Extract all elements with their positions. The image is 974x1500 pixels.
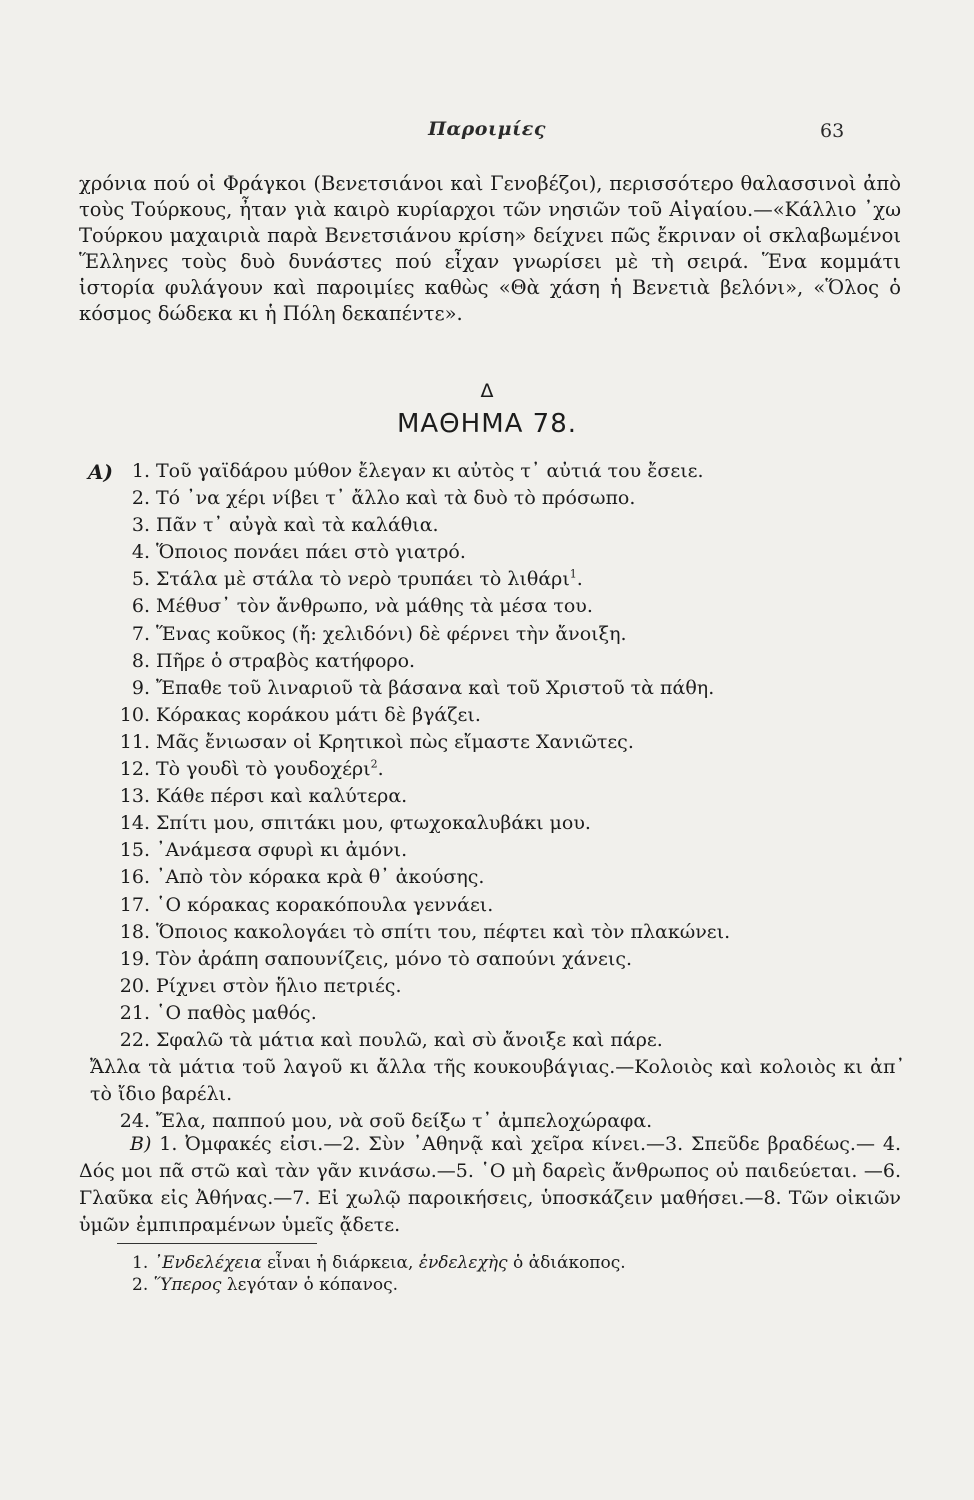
footnote-text: λεγόταν ὁ κόπανος.: [221, 1275, 399, 1295]
footnote-item: [132, 1252, 626, 1274]
proverb-item: [90, 512, 905, 539]
running-title: Παροιμίες: [428, 118, 546, 140]
proverb-text: Σφαλῶ τὰ μάτια καὶ πουλῶ, καὶ σὺ ἄνοιξε καὶ πάρε.: [156, 1028, 663, 1051]
footnotes: [132, 1252, 626, 1296]
proverb-item: [90, 458, 905, 485]
proverb-text: Ἔπαθε τοῦ λιναριοῦ τὰ βάσανα καὶ τοῦ Χριστοῦ τὰ πάθη.: [156, 676, 715, 699]
footnote-term-2: ἐνδελεχὴς: [418, 1253, 508, 1273]
proverb-number: [24, 1054, 84, 1081]
part-b-marker: Β): [130, 1133, 152, 1155]
proverb-item: [90, 702, 905, 729]
proverb-item: [90, 946, 905, 973]
footnote-reference: 2: [370, 757, 378, 771]
proverb-number: 9.: [131, 676, 150, 699]
proverb-item: [90, 783, 905, 810]
proverb-number: 12.: [119, 758, 150, 781]
proverb-text: Ρίχνει στὸν ἥλιο πετριές.: [156, 974, 402, 997]
proverb-number: 2.: [131, 487, 150, 510]
proverb-text: Τὸ γουδὶ τὸ γουδοχέρι: [156, 758, 371, 781]
proverb-item: [90, 1027, 905, 1054]
proverb-item: [90, 919, 905, 946]
proverb-number: 11.: [119, 730, 150, 753]
proverb-text: Ἔλα, παππού μου, νὰ σοῦ δείξω τ᾽ ἀμπελοχώραφα.: [156, 1110, 653, 1133]
footnote-text: εἶναι ἡ διάρκεια,: [261, 1253, 419, 1273]
proverb-tail: .: [576, 568, 583, 591]
footnote-reference: 1: [569, 568, 577, 582]
proverb-number: 15.: [119, 839, 150, 862]
footnote-number: 1.: [132, 1253, 149, 1273]
proverb-item: [90, 864, 905, 891]
proverb-text: ᾽Ανάμεσα σφυρὶ κι ἀμόνι.: [156, 839, 408, 862]
part-b-text: 1. Ὀμφακές εἰσι.—2. Σὺν ᾽Αθηνᾷ καὶ χεῖρα κίνει.—3. Σπεῦδε βραδέως.— 4. Δός μοι πᾶ στῶ καὶ τὰν γᾶν κινάσω.—5. ῾Ο μὴ δαρεὶς ἄνθρωπος οὐ παιδεύεται. —6. Γλαῦκα εἰς Ἀθήνας.—7. Εἰ χωλῷ παροικήσεις, ὑποσκάζειν μαθήσει.—8. Τῶν οἰκιῶν ὑμῶν ἐμπιπραμένων ὑμεῖς ᾄδετε.: [79, 1133, 901, 1236]
proverb-text: Μέθυσ᾽ τὸν ἄνθρωπο, νὰ μάθης τὰ μέσα του.: [156, 595, 593, 618]
proverb-number: 20.: [119, 974, 150, 997]
proverb-text: Ὅποιος πονάει πάει στὸ γιατρό.: [156, 541, 466, 564]
proverb-number: 4.: [131, 541, 150, 564]
proverb-item: [90, 593, 905, 620]
proverb-item: [90, 892, 905, 919]
proverb-number: 3.: [131, 514, 150, 537]
proverb-item: [90, 566, 905, 593]
proverb-text: Τό ᾽να χέρι νίβει τ᾽ ἄλλο καὶ τὰ δυὸ τὸ πρόσωπο.: [156, 487, 636, 510]
proverb-number: 17.: [119, 893, 150, 916]
proverb-text: ῾Ο παθὸς μαθός.: [156, 1001, 317, 1024]
footnote-item: [132, 1274, 626, 1296]
proverb-text: Ἄλλα τὰ μάτια τοῦ λαγοῦ κι ἄλλα τῆς κουκουβάγιας.—Κολοιὸς καὶ κολοιὸς κι ἀπ᾽ τὸ ἴδιο βαρέλι.: [90, 1056, 905, 1106]
proverb-item: [90, 648, 905, 675]
proverb-text: Τὸν ἀράπη σαπουνίζεις, μόνο τὸ σαπούνι χάνεις.: [156, 947, 633, 970]
proverb-number: 24.: [119, 1110, 150, 1133]
lesson-title: ΜΑΘΗΜΑ 78.: [396, 409, 578, 439]
proverb-number: 22.: [119, 1028, 150, 1051]
proverb-number: 10.: [119, 703, 150, 726]
intro-paragraph: χρόνια πού οἱ Φράγκοι (Βενετσιάνοι καὶ Γενοβέζοι), περισσότερο θαλασσινοὶ ἀπὸ τοὺς Τούρκους, ἦταν γιὰ καιρὸ κυρίαρχοι τῶν νησιῶν τοῦ Αἰγαίου.—«Κάλλιο ᾽χω Τούρκου μαχαιριὰ παρὰ Βενετσιάνου κρίση» δείχνει πῶς ἔκριναν οἱ σκλαβωμένοι Ἕλληνες τοὺς δυὸ δυνάστες πού εἶχαν γνωρίσει μὲ τὴ σειρά. Ἕνα κομμάτι ἱστορία φυλάγουν καὶ παροιμίες καθὼς «Θὰ χάση ἡ Βενετιὰ βελόνι», «Ὅλος ὁ κόσμος δώδεκα κι ἡ Πόλη δεκαπέντε».: [79, 172, 901, 325]
proverb-list: [90, 458, 905, 1135]
proverb-text: Σπίτι μου, σπιτάκι μου, φτωχοκαλυβάκι μου.: [156, 812, 591, 835]
part-b-paragraph: [79, 1131, 901, 1239]
proverb-number: 1.: [131, 460, 150, 482]
page-number: 63: [820, 120, 845, 142]
proverb-item: [90, 837, 905, 864]
proverb-item: [90, 485, 905, 512]
proverb-text: Τοῦ γαϊδάρου μύθον ἔλεγαν κι αὐτὸς τ᾽ αὐτιά του ἔσειε.: [156, 460, 704, 482]
proverb-item: [90, 621, 905, 648]
section-letter: Δ: [480, 380, 494, 402]
proverb-text: Πᾶν τ᾽ αὐγὰ καὶ τὰ καλάθια.: [156, 514, 439, 537]
proverb-item: [90, 810, 905, 837]
proverb-item: [90, 1000, 905, 1027]
proverb-number: 16.: [119, 866, 150, 889]
proverb-tail: .: [377, 758, 384, 781]
footnote-rule: [117, 1243, 317, 1244]
proverb-text: Ἕνας κοῦκος (ἤ: χελιδόνι) δὲ φέρνει τὴν ἄνοιξη.: [156, 622, 627, 645]
proverb-item: [90, 973, 905, 1000]
proverb-item: [90, 539, 905, 566]
proverb-number: 8.: [131, 649, 150, 672]
footnote-number: 2.: [132, 1275, 149, 1295]
proverb-item: [90, 729, 905, 756]
proverb-item: [90, 675, 905, 702]
proverb-number: 21.: [119, 1001, 150, 1024]
footnote-text-2: ὁ ἀδιάκοπος.: [507, 1253, 626, 1273]
proverb-text: ῾Ο κόρακας κορακόπουλα γεννάει.: [156, 893, 494, 916]
proverb-number: 14.: [119, 812, 150, 835]
proverb-item: [90, 756, 905, 783]
proverb-text: Μᾶς ἔνιωσαν οἱ Κρητικοὶ πὼς εἴμαστε Χανιῶτες.: [156, 730, 634, 753]
proverb-number: 5.: [131, 568, 150, 591]
proverb-text: Στάλα μὲ στάλα τὸ νερὸ τρυπάει τὸ λιθάρι: [156, 568, 570, 591]
proverb-text: Πῆρε ὁ στραβὸς κατήφορο.: [156, 649, 416, 672]
footnote-term: ᾽Ενδελέχεια: [153, 1253, 262, 1273]
proverb-number: 7.: [131, 622, 150, 645]
proverb-text: Κάθε πέρσι καὶ καλύτερα.: [156, 785, 408, 808]
proverb-text: ᾽Απὸ τὸν κόρακα κρὰ θ᾽ ἀκούσης.: [156, 866, 485, 889]
proverb-text: Ὅποιος κακολογάει τὸ σπίτι του, πέφτει καὶ τὸν πλακώνει.: [156, 920, 731, 943]
proverb-number: 18.: [119, 920, 150, 943]
proverb-text: Κόρακας κοράκου μάτι δὲ βγάζει.: [156, 703, 481, 726]
proverb-number: 13.: [119, 785, 150, 808]
proverb-number: 19.: [119, 947, 150, 970]
proverb-item: [24, 1054, 905, 1108]
footnote-term: Ὕπερος: [153, 1275, 222, 1295]
part-a-marker: Α): [88, 460, 113, 484]
proverb-number: 6.: [131, 595, 150, 618]
